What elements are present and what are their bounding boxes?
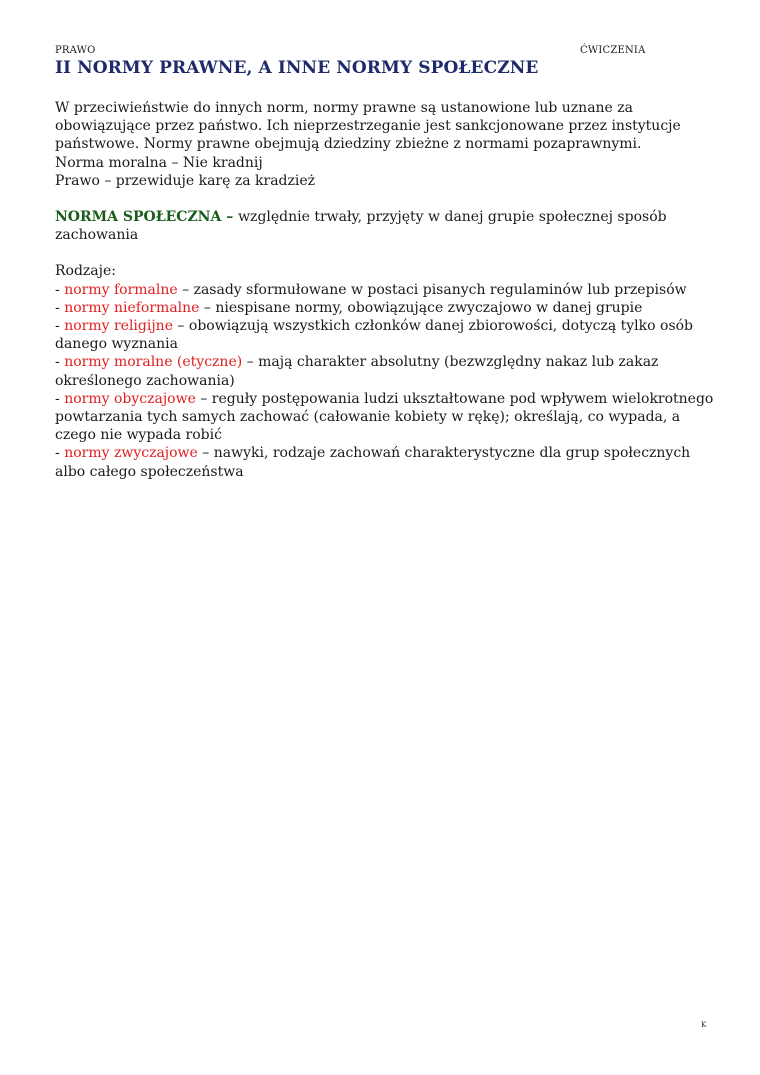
list-item bbox=[55, 444, 715, 480]
spacer bbox=[55, 190, 715, 208]
list-bullet: - bbox=[55, 445, 65, 462]
norm-type-description: – mają charakter absolutny (bezwzględny nakaz lub zakaz określonego zachowania) bbox=[55, 354, 659, 389]
list-bullet: - bbox=[55, 299, 65, 316]
norm-type-term: normy moralne (etyczne) bbox=[64, 354, 243, 371]
list-item bbox=[55, 317, 715, 353]
norm-type-description: – nawyki, rodzaje zachowań charakterystyczne dla grup społecznych albo całego społeczeństwa bbox=[55, 445, 691, 480]
norm-type-term: normy zwyczajowe bbox=[64, 445, 198, 462]
example-law: Prawo – przewiduje karę za kradzież bbox=[55, 172, 316, 189]
header-section: ĆWICZENIA bbox=[580, 45, 646, 56]
list-bullet: - bbox=[55, 390, 65, 407]
norm-type-term: normy religijne bbox=[64, 318, 173, 335]
norm-type-description: – reguły postępowania ludzi ukształtowane pod wpływem wielokrotnego powtarzania tych samych zachować (całowanie kobiety w rękę); określają, co wypada, a czego nie wypada robić bbox=[55, 390, 714, 444]
list-item bbox=[55, 390, 715, 445]
list-item bbox=[55, 281, 715, 299]
example-moral-norm: Norma moralna – Nie kradnij bbox=[55, 154, 263, 171]
definition-paragraph bbox=[55, 208, 715, 244]
header-subject: PRAWO bbox=[55, 45, 96, 56]
list-item bbox=[55, 353, 715, 389]
norm-type-term: normy nieformalne bbox=[64, 299, 200, 316]
types-heading: Rodzaje: bbox=[55, 263, 116, 280]
norm-type-description: – niespisane normy, obowiązujące zwyczajowo w danej grupie bbox=[199, 299, 643, 316]
list-item bbox=[55, 299, 715, 317]
page-marker: K bbox=[701, 1021, 707, 1029]
definition-term: NORMA SPOŁECZNA bbox=[55, 209, 222, 226]
norm-type-description: – obowiązują wszystkich członków danej zbiorowości, dotyczą tylko osób danego wyznania bbox=[55, 318, 694, 353]
intro-paragraph: W przeciwieństwie do innych norm, normy prawne są ustanowione lub uznane za obowiązujące przez państwo. Ich nieprzestrzeganie jest sankcjonowane przez instytucje państwowe. Normy prawne obejmują dziedziny zbieżne z normami pozaprawnymi. bbox=[55, 100, 681, 153]
page-title: II NORMY PRAWNE, A INNE NORMY SPOŁECZNE bbox=[55, 58, 539, 78]
definition-text: względnie trwały, przyjęty w danej grupie społecznej sposób zachowania bbox=[55, 209, 667, 244]
list-bullet: - bbox=[55, 318, 65, 335]
list-bullet: - bbox=[55, 354, 65, 371]
document-body bbox=[55, 99, 715, 481]
norm-type-description: – zasady sformułowane w postaci pisanych regulaminów lub przepisów bbox=[177, 281, 687, 298]
norm-type-term: normy formalne bbox=[64, 281, 178, 298]
spacer bbox=[55, 244, 715, 262]
definition-separator: – bbox=[221, 209, 239, 226]
list-bullet: - bbox=[55, 281, 65, 298]
norm-type-term: normy obyczajowe bbox=[64, 390, 196, 407]
